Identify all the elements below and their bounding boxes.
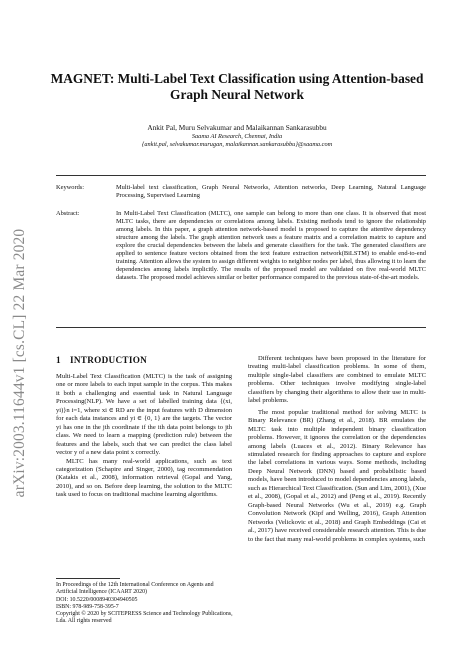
bottom-divider xyxy=(56,327,426,328)
footnote-divider xyxy=(56,578,120,579)
left-column xyxy=(56,373,232,500)
right-paragraph-2: The most popular traditional method for solving MLTC is Binary Relevance (BR) (Zhang et al., 2018). BR emulates the MLTC task into multiple independent binary classification problems. However, it ignores the correlation or the dependencies among labels (Luaces et al., 2012). Binary Relevance has stimulated research for finding approaches to capture and explore the label correlations in various ways. Some methods, including Deep Neural Network (DNN) based and probabilistic based models, have been introduced to model dependencies among labels, such as Hierarchical Text Classification. (Sun and Lim, 2001), (Xue et al., 2008), (Gopal et al., 2012) and (Peng et al., 2019). Recently Graph-based Neural Networks (Wu et al., 2019) e.g. Graph Convolution Network (Kipf and Welling, 2016), Graph Attention Networks (Velickovic et al., 2018) and Graph Embeddings (Cai et al., 2017) have received considerable research attention. This is due to the fact that many real-world problems in complex systems, such xyxy=(248,408,426,543)
section-title: INTRODUCTION xyxy=(70,355,148,365)
arxiv-id-text: arXiv:2003.11644v1 [cs.CL] 22 Mar 2020 xyxy=(11,228,28,497)
top-divider xyxy=(56,175,426,176)
abstract-label: Abstract: xyxy=(56,210,80,217)
footnote-isbn: ISBN: 978-989-758-395-7 xyxy=(56,603,119,610)
arxiv-identifier-sidebar xyxy=(2,175,38,550)
author-emails: {ankit.pal, selvakumar.murugan, malaikannan.sankarasubbu}@saama.com xyxy=(141,141,333,148)
keywords-label: Keywords: xyxy=(56,184,85,191)
right-column xyxy=(248,355,426,544)
intro-paragraph-1: Multi-Label Text Classification (MLTC) is the task of assigning one or more labels to each input sample in the corpus. This makes it both a challenging and essential task in Natural Language Processing(NLP). We have a set of labelled training data {(xi, yi)}n i=1, where xi ∈ RD are the input features with D dimension for each data instances and yi ∈ {0, 1} are the targets. The vector yi has one in the jth coordinate if the ith data point belongs to jth class. We need to learn a mapping (prediction rule) between the features and the labels, such that we can predict the class label vector y of a new data point x correctly. xyxy=(56,373,232,457)
intro-paragraph-2: MLTC has many real-world applications, such as text categorization (Schapire and Singer, 2000), tag recommendation (Katakis et al., 2008), information retrieval (Gopal and Yang, 2010), and so on. Before deep learning, the solution to the MLTC task used to focus on traditional machine learning algorithms. xyxy=(56,457,232,499)
footnote-copyright: Copyright © 2020 by SCITEPRESS Science and Technology Publications, Lda. All rights reserved xyxy=(56,611,233,625)
author-affiliation: Saama AI Research, Chennai, India xyxy=(191,133,283,140)
section-number: 1 xyxy=(56,355,61,365)
keywords-text: Multi-label text classification, Graph Neural Networks, Attention networks, Deep Learning, Natural Language Processing, Supervised Learning xyxy=(116,184,426,200)
author-list: Ankit Pal, Muru Selvakumar and Malaikannan Sankarasubbu xyxy=(147,123,327,132)
footnote-proceedings: In Proceedings of the 12th International Conference on Agents and Artificial Intelligence (ICAART 2020) xyxy=(56,582,214,596)
footnotes xyxy=(56,582,234,626)
abstract-text: In Multi-Label Text Classification (MLTC), one sample can belong to more than one class. It is observed that most MLTC tasks, there are dependencies or correlations among labels. Existing methods tend to ignore the relationship among labels. In this paper, a graph attention network-based model is proposed to capture the attentive dependency structure among the labels. The graph attention network uses a feature matrix and a correlation matrix to capture and explore the crucial dependencies between the labels and generate classifiers for the task. The generated classifiers are applied to sentence feature vectors obtained from the text feature extraction network(BiLSTM) to enable end-to-end training. Attention allows the system to assign different weights to neighbor nodes per label, thus allowing it to learn the dependencies among labels implicitly. The results of the proposed model are validated on five real-world MLTC datasets. The proposed model achieves similar or better performance compared to the previous state-of-the-art models. xyxy=(116,210,426,282)
footnote-doi: DOI: 10.5220/0008940304940505 xyxy=(56,596,138,603)
paper-title: MAGNET: Multi-Label Text Classification using Attention-based Graph Neural Network xyxy=(50,71,424,102)
right-paragraph-1: Different techniques have been proposed in the literature for treating multi-label classification problems. In some of them, multiple single-label classifiers are combined to emulate MLTC problems. Other techniques involve modifying single-label classifiers by changing their algorithms to allow their use in multi-label problems. xyxy=(248,355,426,405)
section-heading xyxy=(56,355,147,365)
